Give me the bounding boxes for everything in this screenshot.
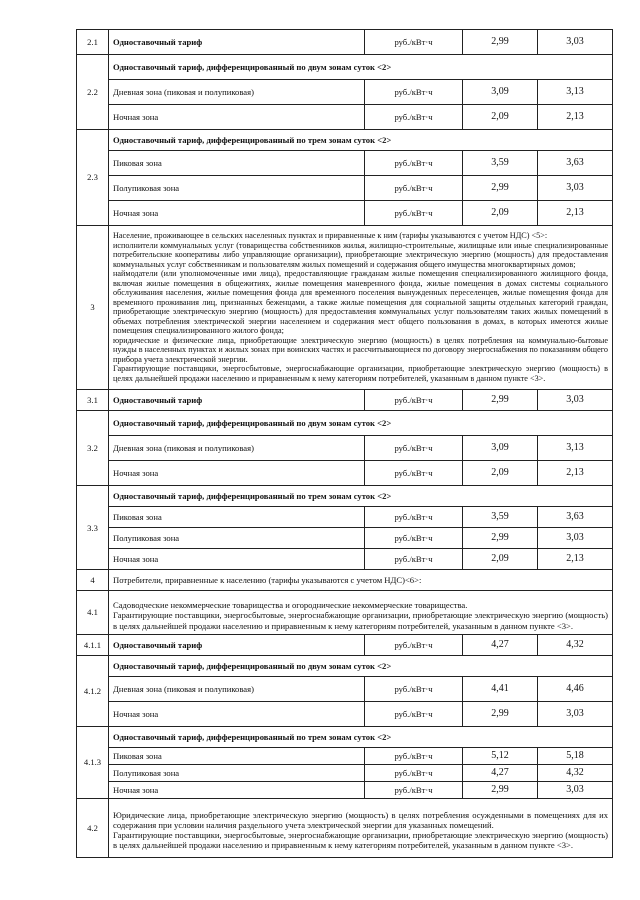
row-number: 2.3: [77, 130, 109, 226]
semipeak-zone-label: Полупиковая зона: [109, 764, 365, 781]
table-row: [77, 634, 613, 655]
unit-cell: руб./кВт·ч: [365, 701, 463, 726]
semipeak-zone-label: Полупиковая зона: [109, 176, 365, 201]
three-zone-header: Одноставочный тариф, дифференцированный по трем зонам суток <2>: [109, 486, 613, 507]
description-paragraph: исполнители коммунальных услуг (товарищества собственников жилья, жилищно-строительные, жилищные или иные специализированные потребительские кооперативы либо управляющие организации), приобретающие электрическую энергию (мощность) для предоставления коммунальных услуг собственникам и пользователям жилых помещений и содержания общего имущества многоквартирных домов;: [113, 240, 608, 269]
table-row: [77, 176, 613, 201]
tariff-value-h1: 2,09: [463, 461, 538, 486]
tariff-value-h1: 3,59: [463, 507, 538, 528]
description-paragraph: Население, проживающее в сельских населенных пунктах и приравненные к ним (тарифы указываются с учетом НДС) <5>:: [113, 231, 548, 240]
tariff-value-h1: 2,99: [463, 781, 538, 798]
tariff-table: [76, 29, 613, 858]
tariff-value-h2: 3,03: [538, 701, 613, 726]
table-row: [77, 226, 613, 390]
table-row: [77, 507, 613, 528]
night-zone-label: Ночная зона: [109, 549, 365, 570]
row-number: 2.1: [77, 30, 109, 55]
night-zone-label: Ночная зона: [109, 781, 365, 798]
description-paragraph: Садоводческие некоммерческие товарищества и огороднические некоммерческие товарищества.: [113, 600, 468, 611]
tariff-value-h1: 2,99: [463, 390, 538, 411]
two-zone-header: Одноставочный тариф, дифференцированный по двум зонам суток <2>: [109, 655, 613, 676]
tariff-value-h1: 2,99: [463, 528, 538, 549]
tariff-value-h1: 2,09: [463, 549, 538, 570]
description-paragraph: юридические и физические лица, приобретающие электрическую энергию (мощность) в целях потребления на коммунально-бытовые нужды в населенных пунктах и жилых зонах при воинских частях и рассчитывающиеся по договору энергоснабжения по показаниям общего прибора учета электрической энергии.: [113, 335, 608, 364]
unit-cell: руб./кВт·ч: [365, 176, 463, 201]
table-row: [77, 676, 613, 701]
tariff-value-h1: 4,27: [463, 634, 538, 655]
tariff-value-h1: 3,59: [463, 151, 538, 176]
table-row: [77, 655, 613, 676]
table-row: [77, 461, 613, 486]
tariff-value-h2: 5,18: [538, 747, 613, 764]
tariff-value-h1: 2,99: [463, 30, 538, 55]
single-rate-label: Одноставочный тариф: [109, 634, 365, 655]
peak-zone-label: Пиковая зона: [109, 151, 365, 176]
unit-cell: руб./кВт·ч: [365, 634, 463, 655]
row-number: 4.1.2: [77, 655, 109, 726]
table-row: [77, 411, 613, 436]
tariff-value-h2: 4,46: [538, 676, 613, 701]
row-number: 4: [77, 570, 109, 591]
table-row: [77, 570, 613, 591]
unit-cell: руб./кВт·ч: [365, 781, 463, 798]
unit-cell: руб./кВт·ч: [365, 676, 463, 701]
unit-cell: руб./кВт·ч: [365, 30, 463, 55]
unit-cell: руб./кВт·ч: [365, 764, 463, 781]
tariff-value-h2: 2,13: [538, 461, 613, 486]
tariff-value-h2: 4,32: [538, 764, 613, 781]
table-row: [77, 30, 613, 55]
table-row: [77, 105, 613, 130]
table-row: [77, 436, 613, 461]
two-zone-header: Одноставочный тариф, дифференцированный по двум зонам суток <2>: [109, 411, 613, 436]
row-number: 4.1.3: [77, 726, 109, 798]
table-row: [77, 549, 613, 570]
tariff-value-h1: 4,41: [463, 676, 538, 701]
gardening-category-description: [109, 591, 613, 634]
unit-cell: руб./кВт·ч: [365, 390, 463, 411]
unit-cell: руб./кВт·ч: [365, 436, 463, 461]
convict-premises-description: [109, 798, 613, 858]
table-row: [77, 55, 613, 80]
unit-cell: руб./кВт·ч: [365, 507, 463, 528]
three-zone-header: Одноставочный тариф, дифференцированный по трем зонам суток <2>: [109, 726, 613, 747]
peak-zone-label: Пиковая зона: [109, 507, 365, 528]
tariff-document: [76, 29, 612, 858]
row-number: 4.2: [77, 798, 109, 858]
table-row: [77, 151, 613, 176]
unit-cell: руб./кВт·ч: [365, 105, 463, 130]
unit-cell: руб./кВт·ч: [365, 549, 463, 570]
table-row: [77, 80, 613, 105]
tariff-value-h1: 2,09: [463, 105, 538, 130]
tariff-value-h1: 2,99: [463, 701, 538, 726]
row-number: 3: [77, 226, 109, 390]
unit-cell: руб./кВт·ч: [365, 461, 463, 486]
tariff-value-h2: 3,63: [538, 151, 613, 176]
tariff-value-h1: 4,27: [463, 764, 538, 781]
night-zone-label: Ночная зона: [109, 105, 365, 130]
tariff-value-h2: 3,03: [538, 528, 613, 549]
day-zone-label: Дневная зона (пиковая и полупиковая): [109, 436, 365, 461]
row-number: 3.1: [77, 390, 109, 411]
three-zone-header: Одноставочный тариф, дифференцированный по трем зонам суток <2>: [109, 130, 613, 151]
table-row: [77, 390, 613, 411]
day-zone-label: Дневная зона (пиковая и полупиковая): [109, 80, 365, 105]
row-number: 3.2: [77, 411, 109, 486]
unit-cell: руб./кВт·ч: [365, 747, 463, 764]
table-row: [77, 764, 613, 781]
tariff-value-h1: 5,12: [463, 747, 538, 764]
tariff-value-h2: 3,63: [538, 507, 613, 528]
table-row: [77, 201, 613, 226]
tariff-value-h1: 3,09: [463, 436, 538, 461]
single-rate-label: Одноставочный тариф: [109, 30, 365, 55]
night-zone-label: Ночная зона: [109, 201, 365, 226]
row-number: 3.3: [77, 486, 109, 570]
unit-cell: руб./кВт·ч: [365, 151, 463, 176]
tariff-value-h2: 3,03: [538, 781, 613, 798]
unit-cell: руб./кВт·ч: [365, 528, 463, 549]
day-zone-label: Дневная зона (пиковая и полупиковая): [109, 676, 365, 701]
tariff-value-h1: 2,99: [463, 176, 538, 201]
table-row: [77, 726, 613, 747]
tariff-value-h2: 3,13: [538, 436, 613, 461]
single-rate-label: Одноставочный тариф: [109, 390, 365, 411]
description-paragraph: Гарантирующие поставщики, энергосбытовые, энергоснабжающие организации, приобретающие электрическую энергию (мощность) в целях дальнейшей продажи населению и приравненным к нему категориям потребителей, указанным в данном пункте <3>.: [113, 610, 608, 631]
description-paragraph: Гарантирующие поставщики, энергосбытовые, энергоснабжающие организации, приобретающие электрическую энергию (мощность) в целях дальнейшей продажи населению и приравненным к нему категориям потребителей, указанным в данном пункте <3>.: [113, 829, 608, 851]
row-number: 4.1: [77, 591, 109, 634]
description-paragraph: Гарантирующие поставщики, энергосбытовые, энергоснабжающие организации, приобретающие электрическую энергию (мощность) в целях дальнейшей продажи населению и приравненным к нему категориям потребителей, указанным в данном пункте <3>.: [113, 364, 608, 383]
tariff-value-h2: 2,13: [538, 549, 613, 570]
tariff-value-h2: 3,13: [538, 80, 613, 105]
tariff-value-h2: 2,13: [538, 201, 613, 226]
description-paragraph: наймодатели (или уполномоченные ими лица), предоставляющие гражданам жилые помещения специализированного жилищного фонда, включая жилые помещения в общежитиях, жилые помещения маневренного фонда, жилые помещения в домах системы социального обслуживания населения, жилые помещения фонда для временного поселения вынужденных переселенцев, жилые помещения фонда для временного проживания лиц, признанных беженцами, а также жилые помещения для социальной защиты отдельных категорий граждан, приобретающие электрическую энергию (мощность) для предоставления коммунальных услуг пользователям таких жилых помещений в объемах потребления электрической энергии населением и содержания мест общего пользования в домах, в которых имеются жилые помещения специализированного жилого фонда;: [113, 269, 608, 336]
table-row: [77, 528, 613, 549]
population-category-description: [109, 226, 613, 390]
table-row: [77, 781, 613, 798]
tariff-value-h2: 2,13: [538, 105, 613, 130]
peak-zone-label: Пиковая зона: [109, 747, 365, 764]
tariff-value-h2: 3,03: [538, 176, 613, 201]
tariff-value-h1: 3,09: [463, 80, 538, 105]
table-row: [77, 798, 613, 858]
table-row: [77, 701, 613, 726]
section-heading: Потребители, приравненные к населению (тарифы указываются с учетом НДС)<6>:: [109, 570, 613, 591]
tariff-value-h2: 3,03: [538, 30, 613, 55]
table-row: [77, 747, 613, 764]
table-row: [77, 591, 613, 634]
tariff-value-h1: 2,09: [463, 201, 538, 226]
row-number: 2.2: [77, 55, 109, 130]
unit-cell: руб./кВт·ч: [365, 201, 463, 226]
unit-cell: руб./кВт·ч: [365, 80, 463, 105]
semipeak-zone-label: Полупиковая зона: [109, 528, 365, 549]
tariff-value-h2: 4,32: [538, 634, 613, 655]
tariff-value-h2: 3,03: [538, 390, 613, 411]
table-row: [77, 486, 613, 507]
table-row: [77, 130, 613, 151]
night-zone-label: Ночная зона: [109, 701, 365, 726]
night-zone-label: Ночная зона: [109, 461, 365, 486]
two-zone-header: Одноставочный тариф, дифференцированный по двум зонам суток <2>: [109, 55, 613, 80]
row-number: 4.1.1: [77, 634, 109, 655]
description-paragraph: Юридические лица, приобретающие электрическую энергию (мощность) в целях потребления осужденными в помещениях для их содержания при условии наличия раздельного учета электрической энергии для указанных помещений.: [113, 809, 608, 830]
